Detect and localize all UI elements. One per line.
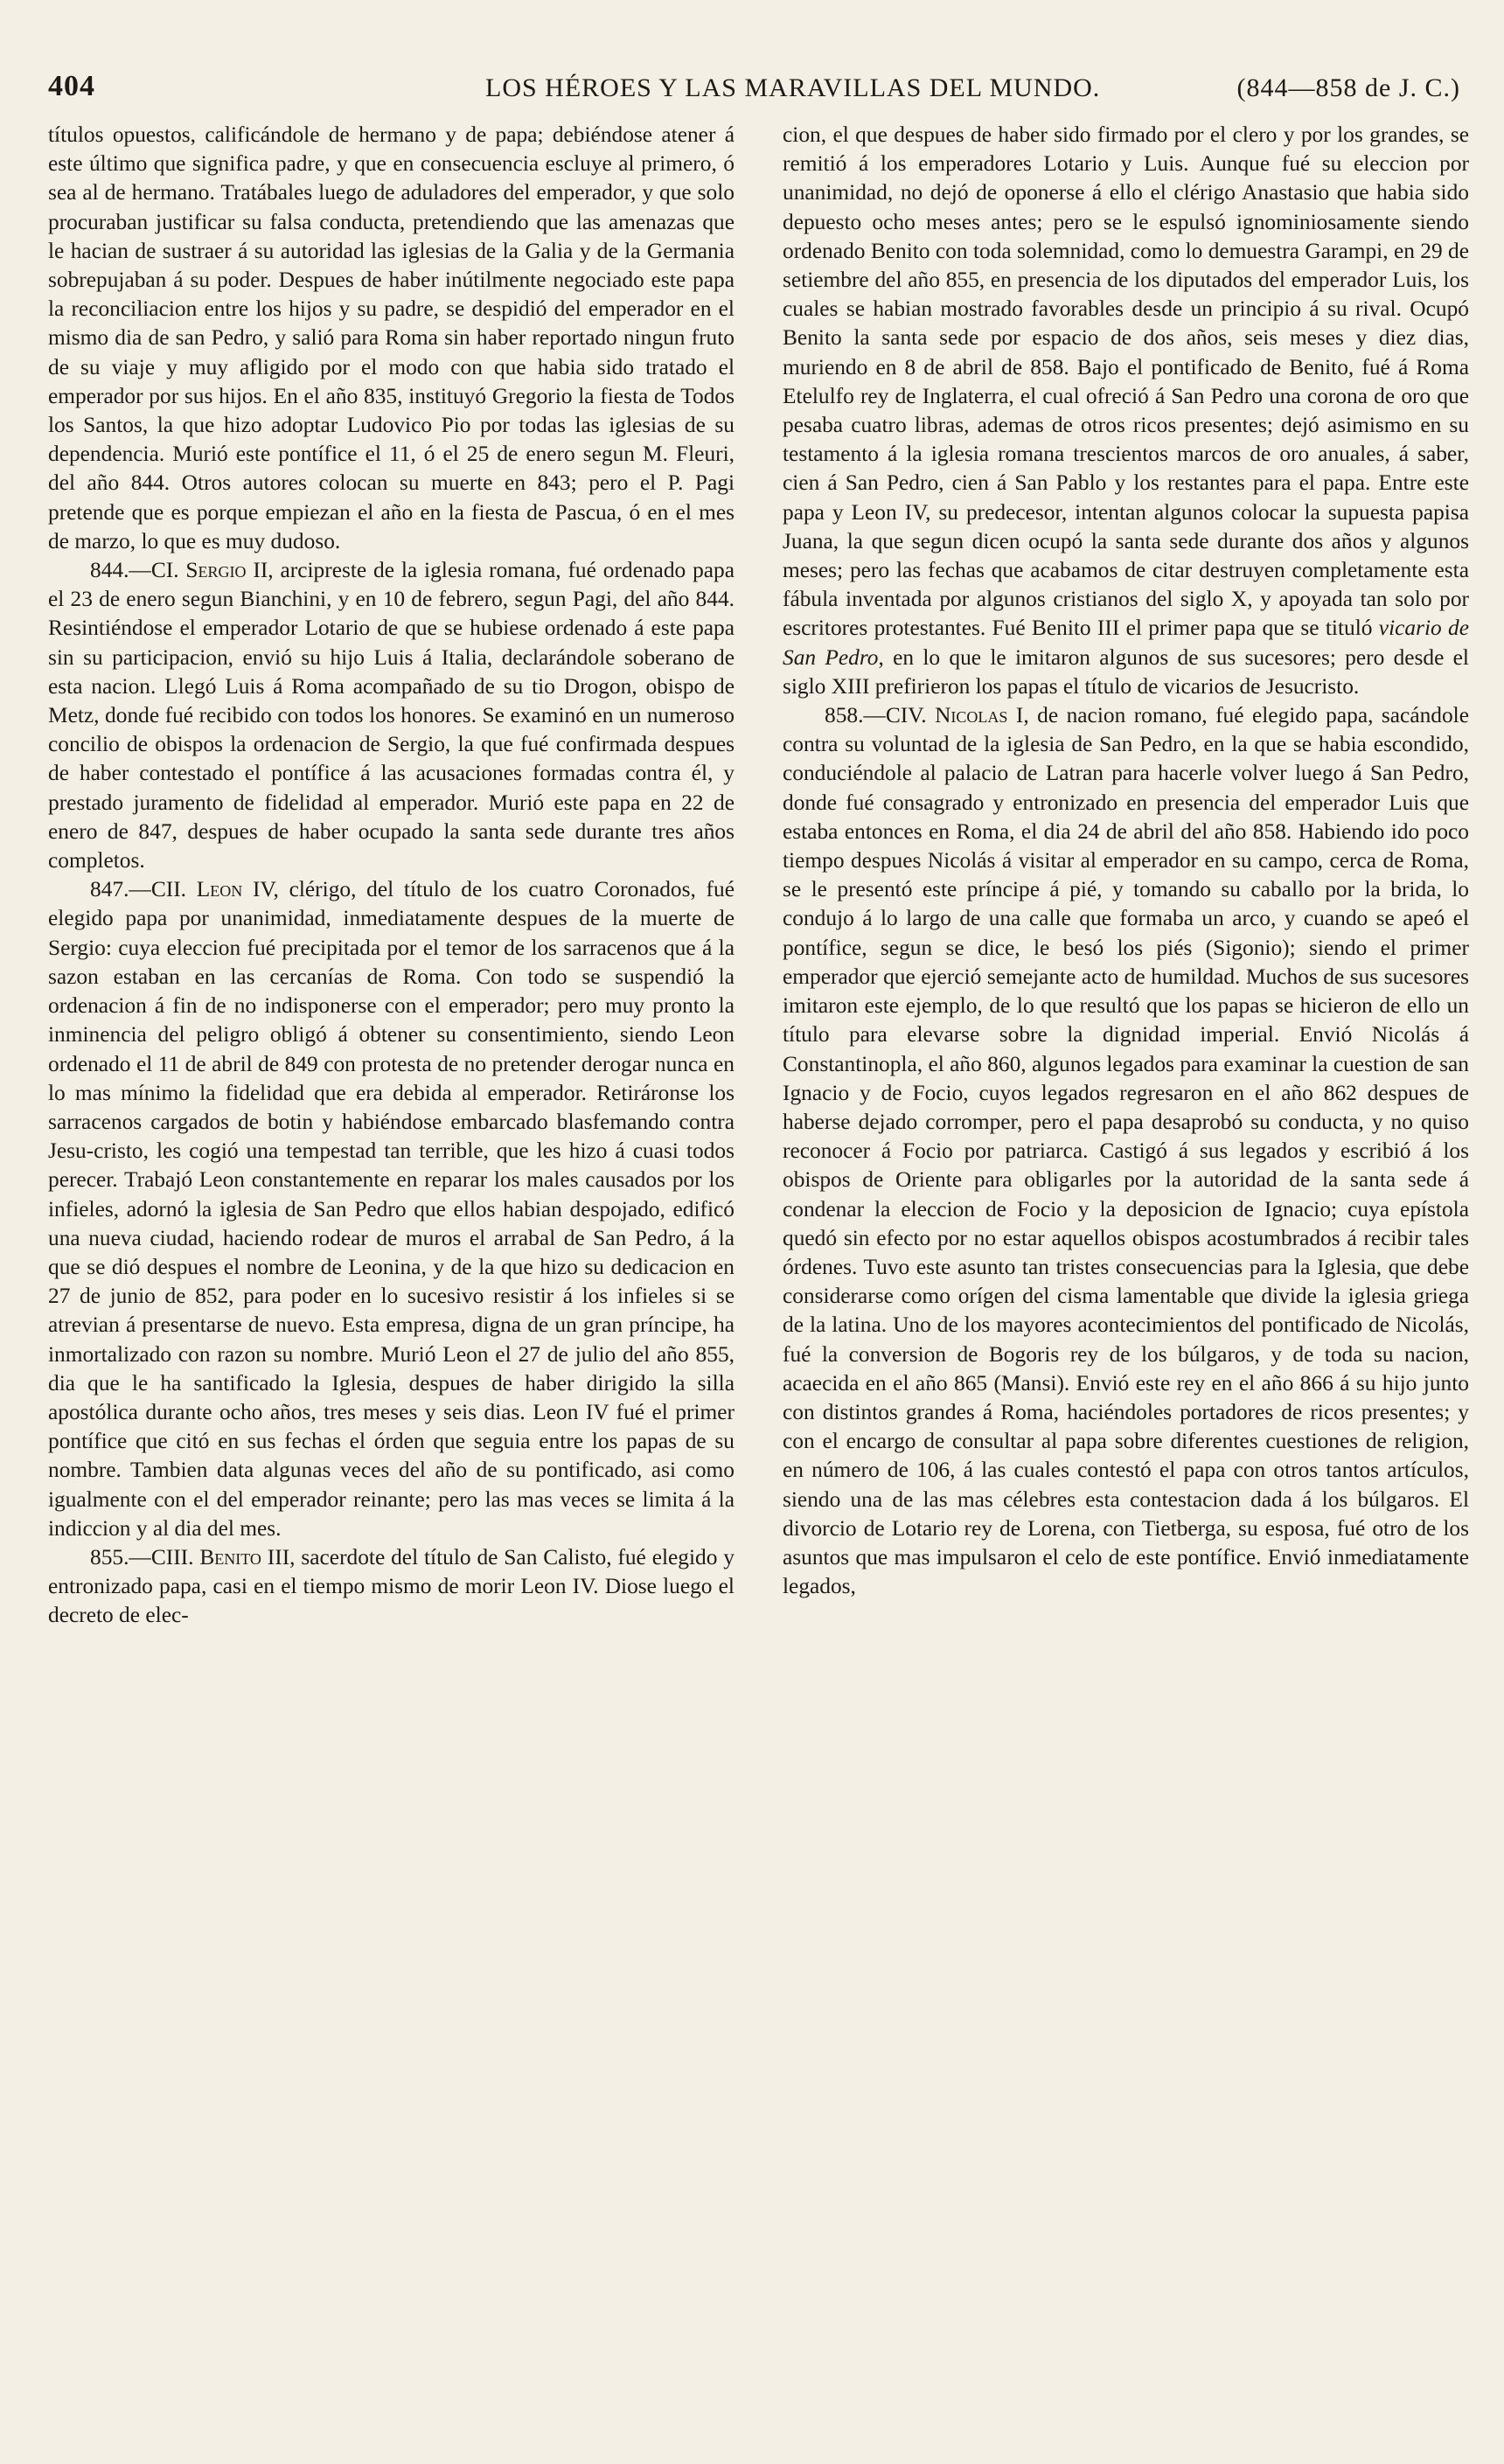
entry-text: II, arcipreste de la iglesia romana, fué ordenado papa el 23 de enero segun Bianchini, y en 10 de febrero, segun Pagi, del año 844. Resintiéndose el emperador Lotario de que se hubiese ordenado á este papa sin su participacion, envió su hijo Luis á Italia, declarándole soberano de esta nacion. Llegó Luis á Roma acompañado de su tio Drogon, obispo de Metz, donde fué recibido con todos los honores. Se examinó en un numeroso concilio de obispos la ordenacion de Sergio, la que fué confirmada despues de haber contestado el pontífice á las acusaciones formadas contra él, y prestado juramento de fidelidad al emperador. Murió este papa en 22 de enero de 847, despues de haber ocupado la santa sede durante tres años completos.	[48, 558, 735, 874]
pope-name: Nicolas	[935, 703, 1008, 728]
page-header	[48, 70, 1460, 115]
entry-text: III, sacerdote del título de San Calisto, fué elegido y entronizado papa, casi en el tiempo mismo de morir Leon IV. Diose luego el decreto de elec-	[48, 1544, 735, 1628]
entry-number: 847.—CII.	[90, 877, 197, 902]
entry-text: IV, clérigo, del título de los cuatro Coronados, fué elegido papa por unanimidad, inmediatamente despues de la muerte de Sergio: cuya eleccion fué precipitada por el temor de los sarracenos que á la sazon estaban en las cercanías de Roma. Con todo se suspendió la ordenacion á fin de no indisponerse con el emperador; pero muy pronto la inminencia del peligro obligó á obtener su consentimiento, siendo Leon ordenado el 11 de abril de 849 con protesta de no pretender derogar nunca en lo mas mínimo la fidelidad que era debida al emperador. Retiráronse los sarracenos cargados de botin y habiéndose embarcado blasfemando contra Jesu-cristo, les cogió una tempestad tan terrible, que les hizo á cuasi todos perecer. Trabajó Leon constantemente en reparar los males causados por los infieles, adornó la iglesia de San Pedro que ellos habian despojado, edificó una nueva ciudad, haciendo rodear de muros el arrabal de San Pedro, á la que se dió despues el nombre de Leonina, y de la que hizo su dedicacion en 27 de junio de 852, para poder en lo sucesivo resistir á los infieles si se atrevian á presentarse de nuevo. Esta empresa, digna de un gran príncipe, ha inmortalizado con razon su nombre. Murió Leon el 27 de julio del año 855, dia que le ha santificado la Iglesia, despues de haber dirigido la silla apostólica durante ocho años, tres meses y seis dias. Leon IV fué el primer pontífice que citó en sus fechas el órden que seguia entre los papas de su nombre. Tambien data algunas veces del año de su pontificado, asi como igualmente con el del emperador reinante; pero las mas veces se limita á la indiccion y al dia del mes.	[48, 877, 735, 1541]
entry-text: cion, el que despues de haber sido firmado por el clero y por los grandes, se remitió á los emperadores Lotario y Luis. Aunque fué su eleccion por unanimidad, no dejó de oponerse á ello el clérigo Anastasio que habia sido depuesto ocho meses antes; pero se le espulsó ignominiosamente siendo ordenado Benito con toda solemnidad, como lo demuestra Garampi, en 29 de setiembre del año 855, en presencia de los diputados del emperador Luis, los cuales se habian mostrado favorables desde un principio á su rival. Ocupó Benito la santa sede por espacio de dos años, seis meses y diez dias, muriendo en 8 de abril de 858. Bajo el pontificado de Benito, fué á Roma Etelulfo rey de Inglaterra, el cual ofreció á San Pedro una corona de oro que pesaba cuatro libras, ademas de otros ricos presentes; dejó asimismo en su testamento á la iglesia romana trescientos marcos de oro anuales, á saber, cien á San Pedro, cien á San Pablo y los restantes para el papa. Entre este papa y Leon IV, su predecesor, intentan algunos colocar la supuesta papisa Juana, la que segun dicen ocupó la santa sede durante dos años y algunos meses; pero las fechas que acabamos de citar destruyen completamente esta fábula inventada por algunos cristianos del siglo X, y apoyada tan solo por escritores protestantes. Fué Benito III el primer papa que se tituló	[783, 122, 1469, 641]
pope-name: Benito	[199, 1544, 261, 1570]
running-title: LOS HÉROES Y LAS MARAVILLAS DEL MUNDO.	[485, 73, 1101, 102]
entry-text: I, de nacion romano, fué elegido papa, sacándole contra su voluntad de la iglesia de San Pedro, en la que se habia escondido, conduciéndole al palacio de Latran para hacerle volver luego á San Pedro, donde fué consagrado y entronizado en presencia del emperador Luis que estaba entonces en Roma, el dia 24 de abril del año 858. Habiendo ido poco tiempo despues Nicolás á visitar al emperador en su campo, cerca de Roma, se le presentó este príncipe á pié, y tomando su caballo por la brida, lo condujo á lo largo de una calle que formaba un arco, y cuando se apeó el pontífice, segun se dice, le besó los piés (Sigonio); siendo el primer emperador que ejerció semejante acto de humildad. Muchos de sus sucesores imitaron este ejemplo, de lo que resultó que los papas se hicieron de ello un título para elevarse sobre la dignidad imperial. Envió Nicolás á Constantinopla, el año 860, algunos legados para examinar la cuestion de san Ignacio y de Focio, cuyos legados regresaron en el año 862 despues de haberse dejado corromper, pero el papa desaprobó su conducta, y no quiso reconocer á Focio por patriarca. Castigó á sus legados y escribió á los obispos de Oriente para obligarles por la autoridad de la santa sede á condenar la eleccion de Focio y la deposicion de Ignacio; cuya epístola quedó sin efecto por no estar aquellos obispos acostumbrados á recibir tales órdenes. Tuvo este asunto tan tristes consecuencias para la Iglesia, que debe considerarse como orígen del cisma lamentable que divide la iglesia griega de la latina. Uno de los mayores acontecimientos del pontificado de Nicolás, fué la conversion de Bogoris rey de los búlgaros, y de toda su nacion, acaecida en el año 865 (Mansi). Envió este rey en el año 866 á su hijo junto con distintos grandes á Roma, haciéndoles portadores de ricos presentes; y con el encargo de consultar al papa sobre diferentes cuestiones de religion, en número de 106, á las cuales contestó el papa con otros tantos artículos, siendo una de las mas célebres esta contestacion dada á los búlgaros. El divorcio de Lotario rey de Lorena, con Tietberga, su esposa, fué otro de los asuntos que mas impulsaron el celo de este pontífice. Envió inmediatamente legados,	[783, 703, 1469, 1599]
paragraph-gregorio-continuation: títulos opuestos, calificándole de hermano y de papa; debiéndose atener á este último que significa padre, y que en consecuencia escluye al primero, ó sea al de hermano. Tratábales luego de aduladores del emperador, y que solo procuraban justificar su falsa conducta, pretendiendo que las amenazas que le hacian de sustraer á su autoridad las iglesias de la Galia y de la Germania sobrepujaban á su poder. Despues de haber inútilmente negociado este papa la reconciliacion entre los hijos y su padre, se despidió del emperador en el mismo dia de san Pedro, y salió para Roma sin haber reportado ningun fruto de su viaje y muy afligido por el modo con que habia sido tratado el emperador por sus hijos. En el año 835, instituyó Gregorio la fiesta de Todos los Santos, la que hizo adoptar Ludovico Pio por todas las iglesias de su dependencia. Murió este pontífice el 11, ó el 25 de enero segun M. Fleuri, del año 844. Otros autores colocan su muerte en 843; pero el P. Pagi pretende que es porque empiezan el año en la fiesta de Pascua, ó en el mes de marzo, lo que es muy dudoso.	[48, 122, 735, 553]
paragraph-leon-iv	[48, 875, 735, 1543]
paragraph-sergio-ii	[48, 556, 735, 875]
left-column	[48, 121, 735, 2448]
pope-name: Sergio	[185, 558, 247, 583]
entry-number: 855.—CIII.	[90, 1544, 200, 1570]
right-column	[783, 121, 1469, 2448]
date-range: (844—858 de J. C.)	[1236, 73, 1460, 102]
paragraph-benito-iii	[48, 1543, 735, 1631]
pope-name: Leon	[196, 877, 243, 902]
italic-phrase: vicario de San Pedro	[783, 616, 1469, 670]
entry-number: 844.—CI.	[90, 558, 186, 583]
entry-text: , en lo que le imitaron algunos de sus sucesores; pero desde el siglo XIII prefirieron los papas el título de vicarios de Jesucristo.	[783, 644, 1469, 699]
page-number: 404	[48, 70, 95, 102]
paragraph-nicolas-i	[783, 701, 1469, 1601]
entry-number: 858.—CIV.	[825, 703, 936, 728]
paragraph-benito-continuation	[783, 121, 1469, 701]
